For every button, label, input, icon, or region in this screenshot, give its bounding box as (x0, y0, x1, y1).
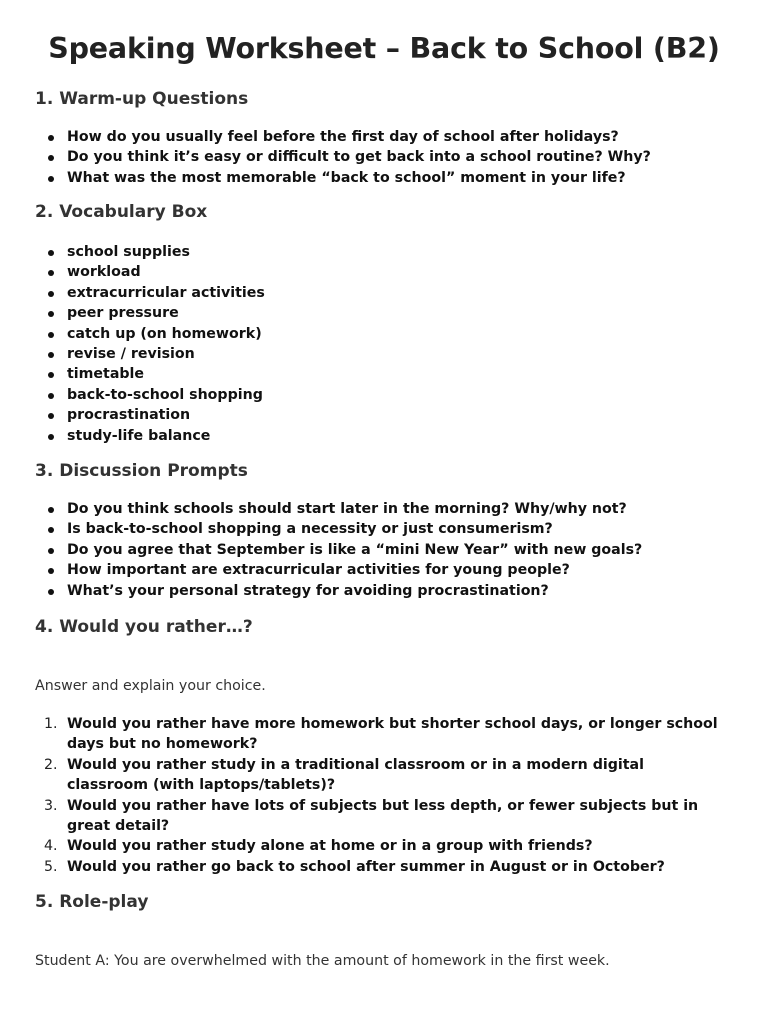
list-item: Is back-to-school shopping a necessity or just consumerism? (0, 519, 642, 539)
section-heading-would-you-rather: 4. Would you rather…? (35, 617, 253, 637)
list-item: 1. Would you rather have more homework but shorter school days, or longer school days but no homework? (44, 716, 718, 753)
bullet-icon (48, 352, 54, 358)
list-item: workload (0, 262, 265, 282)
list-item: Do you think schools should start later in the morning? Why/why not? (0, 499, 642, 519)
would-you-rather-list (0, 714, 727, 877)
list-item: catch up (on homework) (0, 324, 265, 344)
bullet-icon (48, 135, 54, 141)
list-item: How important are extracurricular activities for young people? (0, 560, 642, 580)
section-heading-discussion: 3. Discussion Prompts (35, 461, 248, 481)
list-item: extracurricular activities (0, 283, 265, 303)
list-item: 2. Would you rather study in a traditional classroom or in a modern digital classroom (with laptops/tablets)? (44, 756, 644, 794)
list-item: back-to-school shopping (0, 385, 265, 405)
list-item: timetable (0, 364, 265, 384)
bullet-icon (48, 413, 54, 419)
list-item: 4. Would you rather study alone at home or in a group with friends? (44, 838, 593, 855)
instruction-text: Answer and explain your choice. (35, 678, 266, 694)
list-item: revise / revision (0, 344, 265, 364)
bullet-icon (48, 393, 54, 399)
vocabulary-list (0, 242, 265, 446)
bullet-icon (48, 311, 54, 317)
list-item: 5. Would you rather go back to school after summer in August or in October? (44, 858, 665, 875)
list-item: 3. Would you rather have lots of subjects but less depth, or fewer subjects but in great detail? (44, 797, 699, 835)
bullet-icon (48, 548, 54, 554)
bullet-icon (48, 332, 54, 338)
bullet-icon (48, 250, 54, 256)
section-heading-warmup: 1. Warm-up Questions (35, 89, 249, 109)
list-item: What’s your personal strategy for avoiding procrastination? (0, 581, 642, 601)
warmup-question-list (0, 127, 651, 188)
bullet-icon (48, 568, 54, 574)
list-item: study-life balance (0, 426, 265, 446)
bullet-icon (48, 372, 54, 378)
list-item: procrastination (0, 405, 265, 425)
list-item: Do you agree that September is like a “mini New Year” with new goals? (0, 540, 642, 560)
section-heading-roleplay: 5. Role-play (35, 892, 149, 912)
list-item: Do you think it’s easy or difficult to get back into a school routine? Why? (0, 147, 651, 167)
bullet-icon (48, 270, 54, 276)
list-item: What was the most memorable “back to school” moment in your life? (0, 168, 651, 188)
list-item: peer pressure (0, 303, 265, 323)
discussion-prompt-list (0, 499, 642, 601)
bullet-icon (48, 507, 54, 513)
list-item: How do you usually feel before the first day of school after holidays? (0, 127, 651, 147)
bullet-icon (48, 434, 54, 440)
bullet-icon (48, 176, 54, 182)
bullet-icon (48, 589, 54, 595)
bullet-icon (48, 291, 54, 297)
page-title: Speaking Worksheet – Back to School (B2) (48, 32, 720, 65)
list-item: school supplies (0, 242, 265, 262)
bullet-icon (48, 155, 54, 161)
bullet-icon (48, 527, 54, 533)
roleplay-student-a: Student A: You are overwhelmed with the amount of homework in the first week. (35, 953, 610, 969)
section-heading-vocabulary: 2. Vocabulary Box (35, 202, 208, 222)
